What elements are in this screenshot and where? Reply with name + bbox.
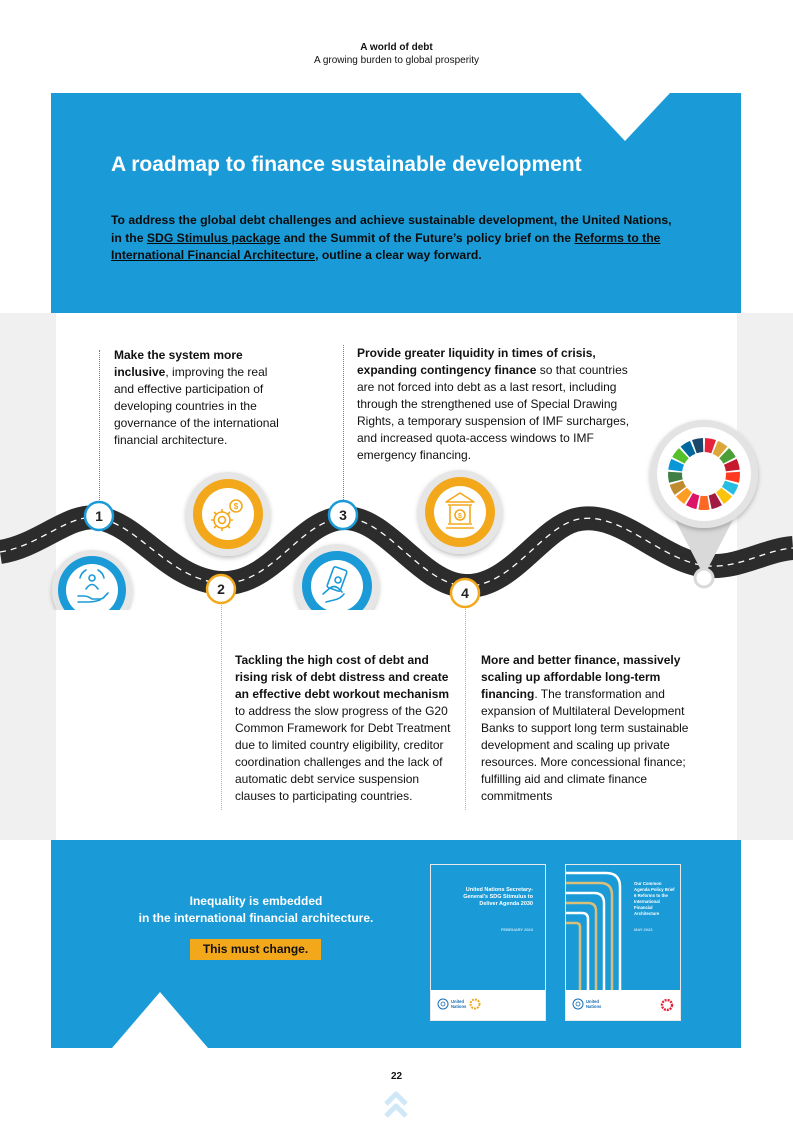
section-title: A roadmap to finance sustainable development bbox=[111, 153, 582, 176]
callout-line-2: in the international financial architecture. bbox=[138, 910, 374, 925]
step-4-heading: More and better finance, massively scaling up affordable long-term financing bbox=[481, 653, 681, 701]
un-emblem-icon bbox=[437, 998, 449, 1010]
top-notch-decoration bbox=[580, 93, 670, 141]
page-number: 22 bbox=[390, 1071, 403, 1082]
sdg-mini-wheel-icon bbox=[660, 998, 674, 1012]
running-header bbox=[0, 41, 793, 67]
svg-text:$: $ bbox=[233, 502, 239, 511]
step-2-text bbox=[235, 652, 457, 805]
cover-2-title: Our Common Agenda Policy Brief 6 Reforms to the International Financial Architecture bbox=[634, 881, 675, 916]
step-4-marker bbox=[418, 470, 502, 554]
cover-2-org: United Nations bbox=[586, 999, 602, 1009]
step-4-body: . The transformation and expansion of Multilateral Development Banks to support long term sustainable development and scaling up private resources. More concessional finance; fulfilling aid and climate finance commitments bbox=[481, 687, 689, 803]
step-4-badge bbox=[451, 579, 479, 607]
scroll-up-chevron-icon[interactable] bbox=[383, 1090, 409, 1122]
step-1-heading: Make the system more inclusive bbox=[114, 348, 243, 379]
step-2-badge bbox=[207, 575, 235, 603]
intro-text-1: To address the global debt challenges and achieve sustainable development, the United Nations, in the bbox=[111, 213, 672, 245]
report-cover-ifa-reforms[interactable] bbox=[566, 865, 680, 1020]
connector-line-2 bbox=[221, 605, 222, 810]
roadmap-illustration bbox=[0, 400, 793, 610]
step-3-number: 3 bbox=[339, 507, 347, 523]
intro-text-2: and the Summit of the Future’s policy brief on the bbox=[280, 230, 575, 245]
step-2-marker bbox=[186, 472, 270, 556]
step-3-marker bbox=[295, 544, 379, 610]
callout-text bbox=[120, 893, 392, 926]
step-2-body: to address the slow progress of the G20 Common Framework for Debt Treatment due to limited country eligibility, creditor coordination challenges and the lack of automatic debt service suspension clauses to participating countries. bbox=[235, 704, 451, 803]
callout-highlight: This must change. bbox=[190, 939, 321, 960]
cover-2-footer bbox=[566, 990, 680, 1020]
cover-1-date: FEBRUARY 2023 bbox=[500, 927, 533, 932]
intro-text-3: , outline a clear way forward. bbox=[315, 248, 482, 262]
cover-2-date: MAY 2023 bbox=[634, 927, 653, 932]
step-2-number: 2 bbox=[217, 581, 225, 597]
report-cover-sdg-stimulus[interactable] bbox=[431, 865, 545, 1020]
step-1-body: , improving the real and effective participation of developing countries in the governance of the international financial architecture. bbox=[114, 365, 279, 447]
step-3-heading: Provide greater liquidity in times of crisis, expanding contingency finance bbox=[357, 346, 596, 377]
step-3-body: so that countries are not forced into debt as a last resort, including through the strengthened use of Special Drawing Rights, a temporary suspension of IMF surcharges, and increased quota-access windows to IMF emergency financing. bbox=[357, 363, 630, 462]
header-subtitle: A growing burden to global prosperity bbox=[313, 55, 480, 66]
connector-line-4 bbox=[465, 605, 466, 810]
un-emblem-icon bbox=[572, 998, 584, 1010]
step-1-badge bbox=[85, 502, 113, 530]
section-intro bbox=[111, 212, 681, 265]
cover-1-org: United Nations bbox=[451, 999, 467, 1009]
cover-1-footer bbox=[431, 990, 545, 1020]
ifa-reforms-link[interactable]: Reforms to the International Financial Architecture bbox=[111, 230, 661, 262]
step-1-marker bbox=[52, 550, 132, 610]
header-title: A world of debt bbox=[360, 42, 433, 53]
step-3-badge bbox=[329, 501, 357, 529]
step-4-number: 4 bbox=[461, 585, 469, 601]
step-1-number: 1 bbox=[95, 508, 103, 524]
step-2-heading: Tackling the high cost of debt and rising risk of debt distress and create an effective debt workout mechanism bbox=[235, 653, 450, 701]
step-4-text bbox=[481, 652, 711, 805]
bottom-notch-decoration bbox=[112, 992, 208, 1048]
callout-line-1: Inequality is embedded bbox=[189, 894, 323, 908]
sdg-mini-wheel-icon bbox=[469, 998, 481, 1010]
sdg-stimulus-link[interactable]: SDG Stimulus package bbox=[146, 230, 281, 245]
cover-1-title: United Nations Secretary-General’s SDG Stimulus to Deliver Agenda 2030 bbox=[463, 887, 533, 907]
svg-text:$: $ bbox=[458, 513, 462, 520]
